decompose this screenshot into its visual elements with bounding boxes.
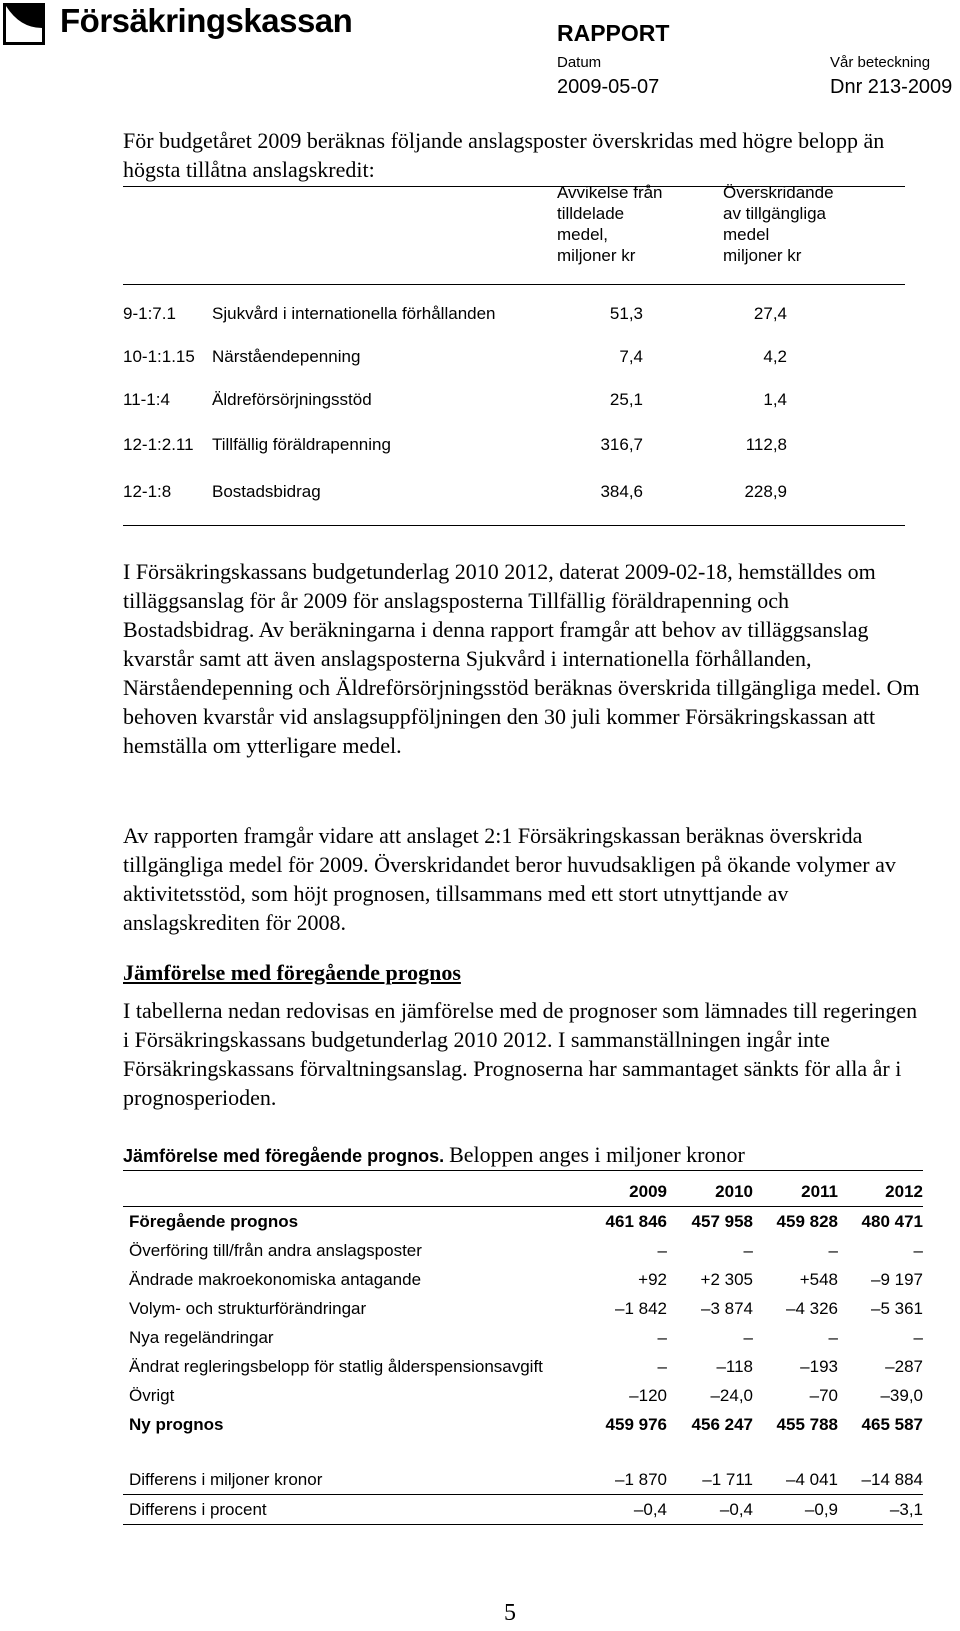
cell-value: –1 870 (615, 1470, 667, 1489)
table1-header-line: medel (723, 225, 770, 244)
cell-value: –3 874 (701, 1299, 753, 1318)
section-heading: Jämförelse med föregående prognos (123, 960, 461, 985)
table1-header-deviation (557, 182, 663, 266)
table1-header-line: tilldelade (557, 204, 625, 223)
table-row (123, 347, 903, 369)
row-label: Övrigt (129, 1386, 175, 1405)
cell-value: –39,0 (880, 1386, 923, 1405)
table1-header-rule (123, 284, 905, 285)
row-overrun: 4,2 (763, 347, 787, 366)
table-row (123, 304, 903, 326)
table1-header-line: Överskridande (723, 183, 834, 202)
table-row (123, 1470, 923, 1496)
cell-value: –14 884 (861, 1470, 923, 1489)
table2-diff-rule (123, 1494, 923, 1495)
table2-caption (123, 1142, 745, 1168)
table-row (123, 435, 903, 457)
table1-header-line: av tillgängliga (723, 204, 827, 223)
cell-value: 461 846 (605, 1212, 667, 1231)
page-number: 5 (504, 1600, 516, 1626)
table1-header-line: miljoner kr (557, 246, 636, 265)
cell-value: –4 326 (786, 1299, 838, 1318)
cell-value: – (913, 1328, 923, 1347)
reference-label: Vår beteckning (830, 54, 931, 71)
cell-value: –1 842 (615, 1299, 667, 1318)
forsakringskassan-logo-icon (2, 2, 46, 46)
cell-value: –4 041 (786, 1470, 838, 1489)
cell-value: –0,4 (633, 1500, 667, 1519)
cell-value: –3,1 (889, 1500, 923, 1519)
cell-value: 457 958 (691, 1212, 753, 1231)
cell-value: – (743, 1328, 753, 1347)
cell-value: – (657, 1357, 667, 1376)
row-deviation: 51,3 (609, 304, 643, 323)
table2-top-rule (123, 1170, 923, 1171)
row-deviation: 25,1 (609, 390, 643, 409)
table-row (123, 1241, 923, 1267)
cell-value: – (828, 1241, 838, 1260)
row-label: Ny prognos (129, 1415, 224, 1434)
cell-value: –193 (800, 1357, 838, 1376)
row-code: 11-1:4 (123, 390, 170, 409)
row-label: Nya regeländringar (129, 1328, 274, 1347)
row-label: Differens i miljoner kronor (129, 1470, 323, 1489)
table2-bottom-rule (123, 1524, 923, 1525)
logo-text: Försäkringskassan (60, 2, 353, 39)
table2-caption-bold: Jämförelse med föregående prognos. (123, 1146, 445, 1166)
table-row (123, 1357, 923, 1383)
cell-value: +2 305 (700, 1270, 753, 1289)
document-type: RAPPORT (557, 20, 670, 46)
table1-header-line: Avvikelse från (557, 183, 663, 202)
row-name: Äldreförsörjningsstöd (212, 390, 372, 409)
cell-value: – (657, 1241, 667, 1260)
row-deviation: 316,7 (600, 435, 643, 454)
row-name: Tillfällig föräldrapenning (212, 435, 391, 454)
date-value: 2009-05-07 (557, 76, 660, 98)
row-name: Sjukvård i internationella förhållanden (212, 304, 496, 323)
row-deviation: 384,6 (600, 482, 643, 501)
table-row (123, 1212, 923, 1238)
cell-value: –5 361 (871, 1299, 923, 1318)
cell-value: –24,0 (710, 1386, 753, 1405)
table2-year-header (123, 1182, 923, 1208)
row-label: Föregående prognos (129, 1212, 299, 1231)
table-row (123, 482, 903, 504)
body-paragraph-1: I Försäkringskassans budgetunderlag 2010 2012, daterat 2009-02-18, hemställdes om tilläggsanslag för år 2009 för anslagsposterna Tillfällig föräldrapenning och Bostadsbidrag. Av beräkningarna i denna rapport framgår att behov av tilläggsanslag kvarstår samt att även anslagsposterna Sjukvård i internationella förhållanden, Närståendepenning och Äldreförsörjningsstöd beräknas överskrida tillgängliga medel. Om behoven kvarstår vid anslagsuppföljningen den 30 juli kommer Försäkringskassan att hemställa om ytterligare medel. (123, 559, 920, 758)
row-label: Volym- och strukturförändringar (129, 1299, 367, 1318)
year-label: 2011 (801, 1182, 838, 1201)
cell-value: 456 247 (691, 1415, 753, 1434)
table-row (123, 1299, 923, 1325)
cell-value: – (828, 1328, 838, 1347)
table-row (123, 1415, 923, 1441)
year-label: 2009 (629, 1182, 667, 1201)
year-label: 2012 (885, 1182, 923, 1201)
cell-value: 459 828 (776, 1212, 838, 1231)
table1-header-line: miljoner kr (723, 246, 802, 265)
row-label: Överföring till/från andra anslagsposter (129, 1241, 422, 1260)
table2-header-rule (123, 1206, 923, 1207)
body-paragraph-2: Av rapporten framgår vidare att anslaget 2:1 Försäkringskassan beräknas överskrida tillgängliga medel för 2009. Överskridandet beror huvudsakligen på ökande volymer av aktivitetsstöd, som höjt prognosen, tillsammans med ett stort utnyttjande av anslagskrediten för 2008. (123, 823, 896, 935)
table-row (123, 1270, 923, 1296)
row-overrun: 228,9 (744, 482, 787, 501)
cell-value: – (913, 1241, 923, 1260)
cell-value: –120 (629, 1386, 667, 1405)
year-label: 2010 (715, 1182, 753, 1201)
cell-value: 459 976 (605, 1415, 667, 1434)
cell-value: – (743, 1241, 753, 1260)
intro-paragraph: För budgetåret 2009 beräknas följande anslagsposter överskridas med högre belopp än högsta tillåtna anslagskredit: (123, 128, 885, 182)
row-code: 9-1:7.1 (123, 304, 176, 323)
reference-value: Dnr 213-2009 (830, 76, 953, 98)
row-code: 10-1:1.15 (123, 347, 195, 366)
date-label: Datum (557, 54, 602, 71)
logo (2, 2, 352, 46)
row-overrun: 1,4 (763, 390, 787, 409)
cell-value: –287 (885, 1357, 923, 1376)
table1-header-line: medel, (557, 225, 609, 244)
cell-value: –118 (716, 1357, 753, 1376)
table1-header-overrun (723, 182, 834, 266)
table2-caption-rest: Beloppen anges i miljoner kronor (449, 1142, 745, 1167)
cell-value: 465 587 (861, 1415, 923, 1434)
row-code: 12-1:8 (123, 482, 172, 501)
row-label: Ändrat regleringsbelopp för statlig ålderspensionsavgift (129, 1357, 543, 1376)
cell-value: –9 197 (871, 1270, 923, 1289)
cell-value: – (657, 1328, 667, 1347)
cell-value: –0,9 (804, 1500, 838, 1519)
table-row (123, 1328, 923, 1354)
row-overrun: 112,8 (745, 435, 787, 454)
row-label: Differens i procent (129, 1500, 267, 1519)
cell-value: –0,4 (719, 1500, 753, 1519)
cell-value: 480 471 (861, 1212, 923, 1231)
row-code: 12-1:2.11 (123, 435, 194, 454)
cell-value: –70 (809, 1386, 838, 1405)
row-deviation: 7,4 (619, 347, 643, 366)
cell-value: 455 788 (776, 1415, 838, 1434)
table-row (123, 1500, 923, 1526)
row-label: Ändrade makroekonomiska antagande (129, 1270, 422, 1289)
table1-bottom-rule (123, 525, 905, 526)
body-paragraph-3: I tabellerna nedan redovisas en jämförelse med de prognoser som lämnades till regeringen i Försäkringskassans budgetunderlag 2010 2012. I sammanställningen ingår inte Försäkringskassans förvaltningsanslag. Prognoserna har sammantaget sänkts för alla år i prognosperioden. (123, 998, 918, 1110)
table-row (123, 1386, 923, 1412)
row-name: Bostadsbidrag (212, 482, 321, 501)
cell-value: +548 (799, 1270, 838, 1289)
cell-value: –1 711 (702, 1470, 753, 1489)
row-name: Närståendepenning (212, 347, 361, 366)
row-overrun: 27,4 (753, 304, 787, 323)
cell-value: +92 (638, 1270, 667, 1289)
table-row (123, 390, 903, 412)
